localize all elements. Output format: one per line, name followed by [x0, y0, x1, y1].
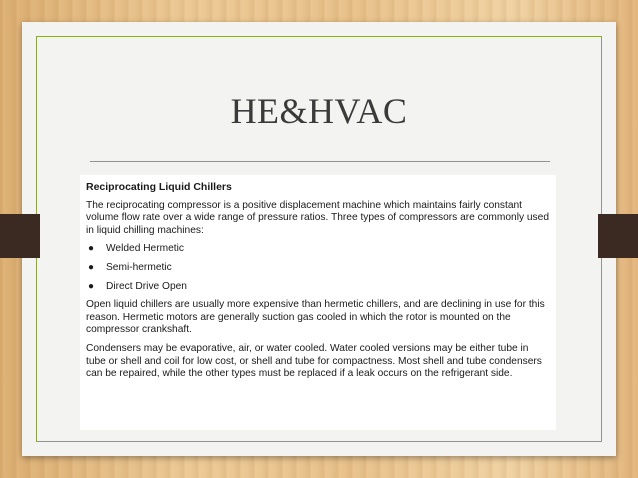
intro-paragraph: The reciprocating compressor is a positive displacement machine which maintains fairly constant volume flow rate over a wide range of pressure ratios. Three types of compressors are commonly used in liquid chilling machines:: [86, 199, 549, 236]
title-divider: [90, 161, 550, 162]
right-binder-tab: [598, 214, 638, 258]
condensers-paragraph: Condensers may be evaporative, air, or water cooled. Water cooled versions may be either tube in tube or shell and coil for low cost, or shell and tube for compactness. Most shell and tube condensers can be repaired, while the other types must be replaced if a leak occurs on the refrigerant side.: [86, 342, 542, 380]
bullet-icon: ●: [88, 261, 95, 273]
slide-title: HE&HVAC: [230, 91, 408, 131]
document-heading: Reciprocating Liquid Chillers: [86, 181, 232, 193]
compressor-types-list: [86, 243, 550, 293]
left-binder-tab: [0, 214, 40, 258]
slide: [22, 22, 616, 456]
bullet-icon: ●: [88, 280, 95, 292]
open-chillers-paragraph: Open liquid chillers are usually more expensive than hermetic chillers, and are declining in use for this reason. Hermetic motors are generally suction gas cooled in which the rotor is mounted on the compressor crankshaft.: [86, 299, 545, 336]
bullet-icon: ●: [88, 243, 95, 255]
list-item: ● Direct Drive Open: [88, 280, 187, 292]
list-item: ● Semi-hermetic: [88, 261, 172, 273]
document-excerpt: [80, 175, 556, 430]
list-item: ● Welded Hermetic: [88, 243, 184, 255]
